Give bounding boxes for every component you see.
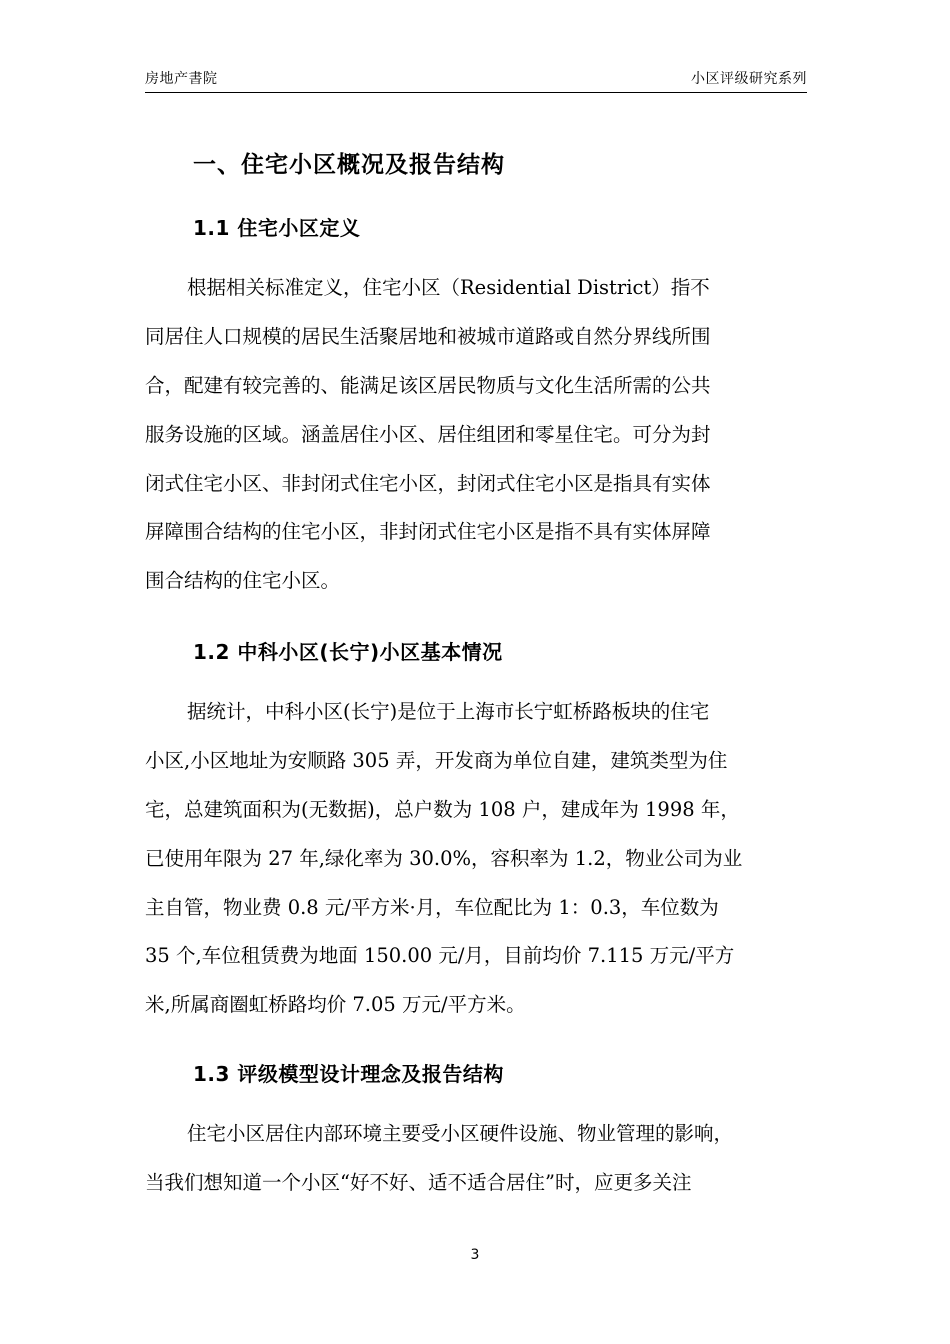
page-number: 3 [470, 1247, 480, 1263]
paragraph-line: 宅，总建筑面积为(无数据)，总户数为 108 户，建成年为 1998 年， [145, 797, 740, 821]
chapter-title: 一、住宅小区概况及报告结构 [193, 152, 505, 178]
header-series-title: 小区评级研究系列 [691, 71, 807, 87]
paragraph-line: 闭式住宅小区、非封闭式住宅小区，封闭式住宅小区是指具有实体 [145, 471, 711, 495]
paragraph-line: 围合结构的住宅小区。 [145, 569, 341, 593]
paragraph-line: 服务设施的区域。涵盖居住小区、居住组团和零星住宅。可分为封 [145, 422, 711, 446]
paragraph-line: 当我们想知道一个小区“好不好、适不适合居住”时，应更多关注 [145, 1170, 692, 1194]
page-header [145, 66, 807, 93]
section-1-1-paragraph [145, 264, 810, 606]
section-title-1-2: 1.2 中科小区(长宁)小区基本情况 [193, 640, 503, 664]
paragraph-line: 合，配建有较完善的、能满足该区居民物质与文化生活所需的公共 [145, 373, 711, 397]
section-title-1-1: 1.1 住宅小区定义 [193, 216, 361, 240]
header-publisher: 房地产書院 [145, 71, 218, 87]
paragraph-line: 住宅小区居住内部环境主要受小区硬件设施、物业管理的影响， [187, 1122, 734, 1145]
section-1-3-paragraph [145, 1110, 810, 1208]
paragraph-line: 小区,小区地址为安顺路 305 弄，开发商为单位自建，建筑类型为住 [145, 748, 728, 772]
paragraph-line: 已使用年限为 27 年,绿化率为 30.0%，容积率为 1.2，物业公司为业 [145, 846, 743, 870]
paragraph-line: 同居住人口规模的居民生活聚居地和被城市道路或自然分界线所围 [145, 324, 711, 348]
paragraph-line: 据统计，中科小区(长宁)是位于上海市长宁虹桥路板块的住宅 [187, 700, 710, 723]
section-1-2-paragraph [145, 688, 810, 1030]
paragraph-line: 屏障围合结构的住宅小区，非封闭式住宅小区是指不具有实体屏障 [145, 520, 711, 544]
section-title-1-3: 1.3 评级模型设计理念及报告结构 [193, 1062, 504, 1086]
paragraph-line: 主自管，物业费 0.8 元/平方米·月，车位配比为 1：0.3，车位数为 [145, 895, 719, 919]
paragraph-line: 35 个,车位租赁费为地面 150.00 元/月，目前均价 7.115 万元/平方 [145, 944, 735, 968]
paragraph-line: 米,所属商圈虹桥路均价 7.05 万元/平方米。 [145, 993, 526, 1017]
paragraph-line: 根据相关标准定义，住宅小区（Residential District）指不 [187, 276, 710, 299]
